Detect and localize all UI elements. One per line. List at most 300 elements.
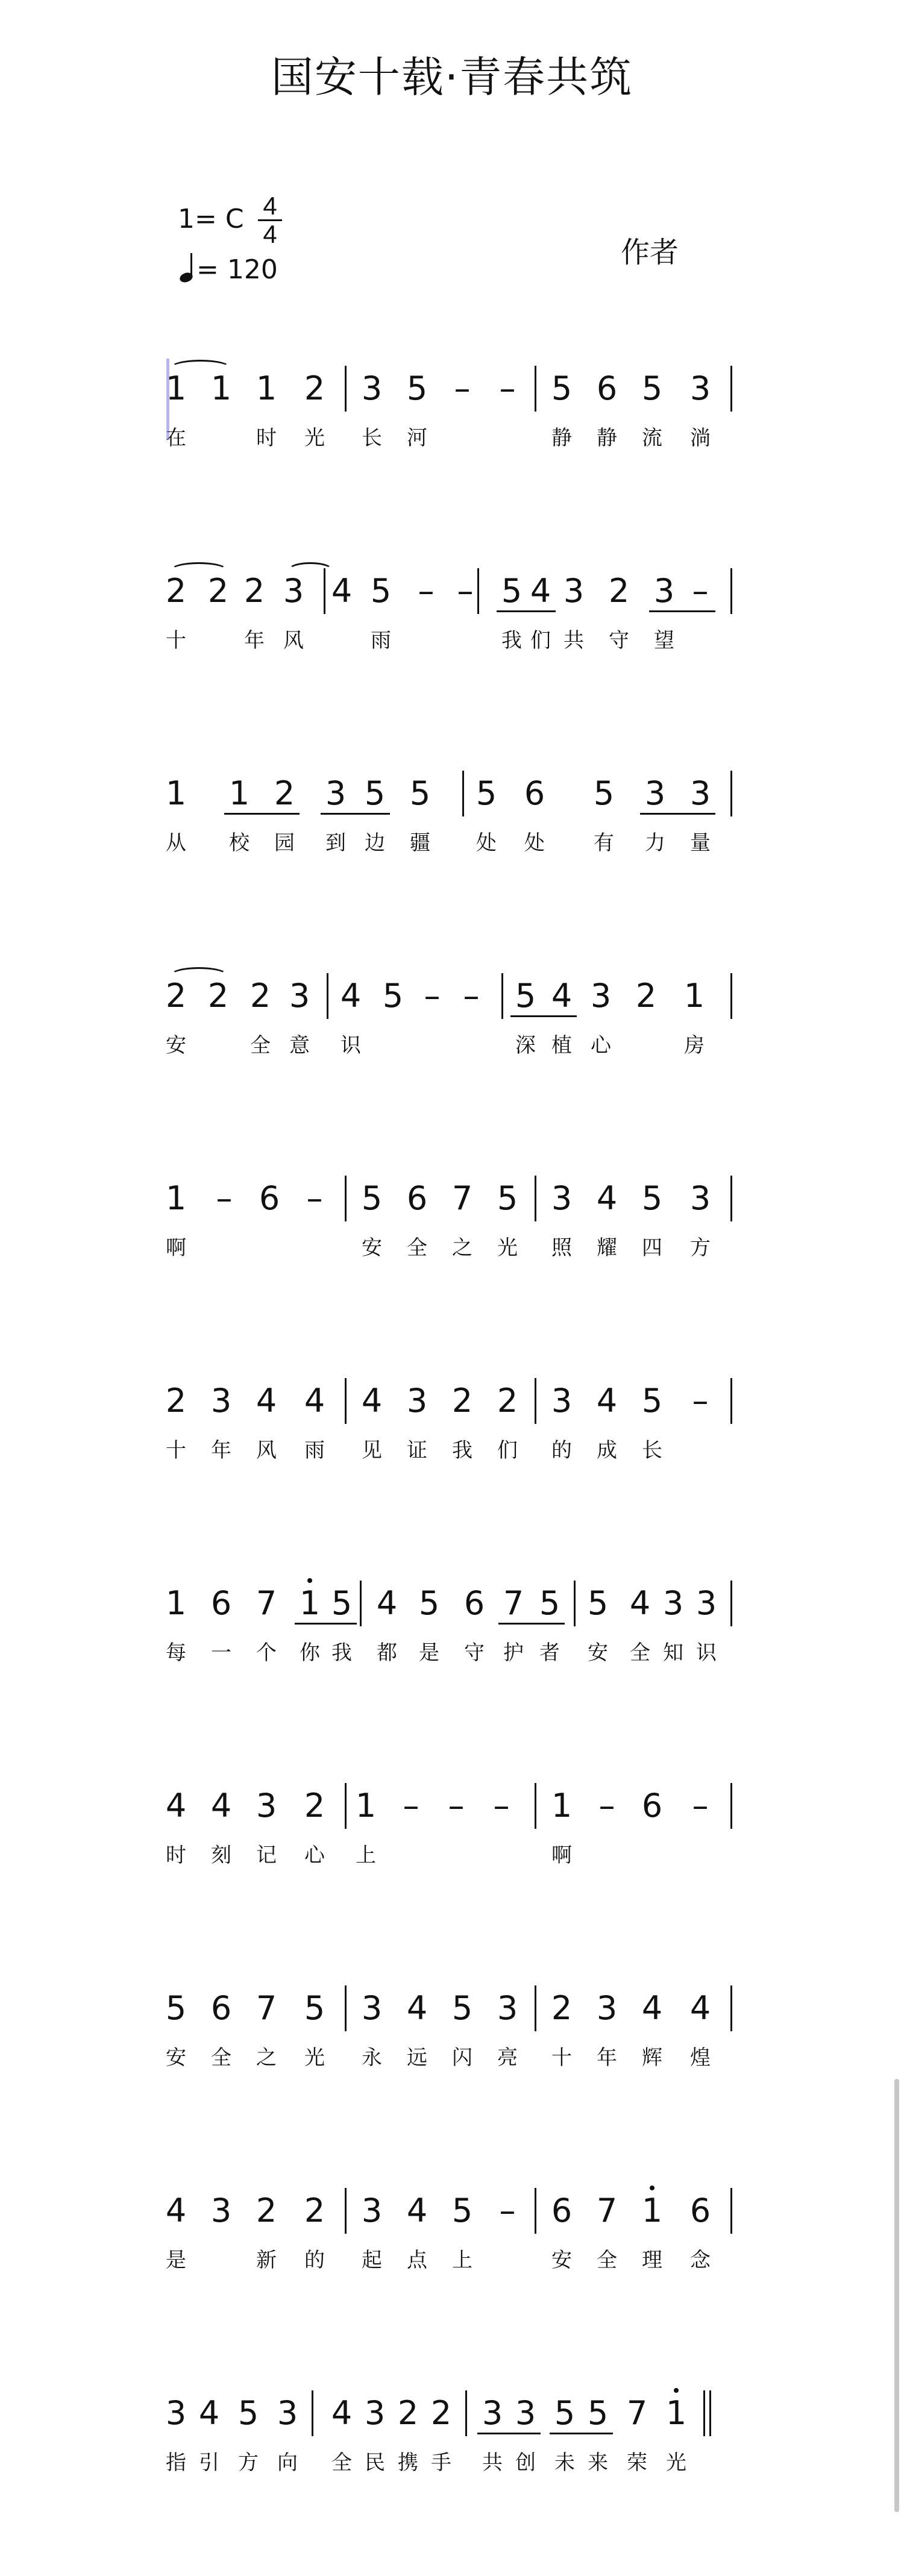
lyric-syllable: 光: [497, 1236, 518, 1260]
lyric-syllable: 四: [642, 1236, 662, 1260]
lyric-syllable: 亮: [497, 2046, 518, 2070]
lyric-syllable: 光: [304, 2046, 325, 2070]
note[interactable]: 3: [406, 1382, 428, 1420]
lyric-syllable: 之: [256, 2046, 277, 2070]
slur: [287, 562, 333, 578]
lyric-syllable: 指: [166, 2451, 186, 2475]
barline: [345, 366, 347, 412]
barline: [730, 1783, 732, 1829]
note[interactable]: –: [418, 572, 435, 610]
note[interactable]: 5: [406, 369, 428, 407]
note[interactable]: 1: [665, 2394, 687, 2432]
lyric-syllable: 雨: [371, 628, 391, 653]
note[interactable]: 3: [596, 1989, 618, 2027]
note[interactable]: 5: [304, 1989, 325, 2027]
note[interactable]: 5: [382, 977, 404, 1015]
lyric-syllable: 们: [530, 628, 551, 653]
note[interactable]: 3: [361, 2192, 383, 2230]
note[interactable]: 4: [551, 977, 573, 1015]
lyric-syllable: 十: [166, 628, 186, 653]
lyric-syllable: 望: [654, 628, 674, 653]
lyric-syllable: 年: [597, 2046, 617, 2070]
note[interactable]: 7: [626, 2394, 648, 2432]
note[interactable]: 3: [277, 2394, 298, 2432]
lyric-syllable: 疆: [410, 831, 430, 855]
note[interactable]: 5: [451, 2192, 473, 2230]
note[interactable]: 4: [198, 2394, 220, 2432]
note[interactable]: 2: [250, 977, 271, 1015]
note[interactable]: 2: [165, 977, 187, 1015]
note[interactable]: 2: [165, 572, 187, 610]
note[interactable]: 4: [361, 1382, 383, 1420]
barline: [360, 1581, 362, 1626]
note[interactable]: 4: [331, 2394, 353, 2432]
note[interactable]: 5: [165, 1989, 187, 2027]
note[interactable]: 3: [689, 774, 711, 812]
lyric-syllable: 见: [362, 1438, 382, 1462]
note[interactable]: 1: [165, 369, 187, 407]
lyric-syllable: 的: [304, 2248, 325, 2272]
note[interactable]: 7: [451, 1179, 473, 1217]
note[interactable]: 4: [596, 1179, 618, 1217]
note[interactable]: 7: [256, 1989, 277, 2027]
lyric-syllable: 们: [497, 1438, 518, 1462]
note[interactable]: 1: [641, 2192, 663, 2230]
note[interactable]: 6: [259, 1179, 280, 1217]
lyric-syllable: 护: [503, 1641, 524, 1665]
barline: [730, 1581, 732, 1626]
barline: [535, 1378, 536, 1424]
note[interactable]: 6: [641, 1787, 663, 1825]
note[interactable]: 5: [497, 1179, 518, 1217]
lyric-syllable: 新: [256, 2248, 277, 2272]
note[interactable]: –: [692, 1787, 709, 1825]
music-system-2: [0, 573, 904, 754]
lyric-syllable: 守: [464, 1641, 485, 1665]
note[interactable]: 7: [503, 1584, 524, 1622]
note[interactable]: 3: [515, 2394, 536, 2432]
note[interactable]: 2: [256, 2192, 277, 2230]
lyric-syllable: 年: [211, 1438, 231, 1462]
high-octave-dot: [307, 1578, 312, 1583]
barline: [730, 568, 732, 614]
key-signature: 1= C: [178, 204, 244, 234]
note[interactable]: 3: [695, 1584, 717, 1622]
lyric-syllable: 共: [563, 628, 584, 653]
note[interactable]: 3: [256, 1787, 277, 1825]
lyric-syllable: 刻: [211, 1843, 231, 1867]
lyric-syllable: 深: [515, 1033, 536, 1058]
barline: [703, 2390, 705, 2436]
lyric-syllable: 上: [452, 2248, 472, 2272]
note[interactable]: 5: [364, 774, 386, 812]
lyric-syllable: 安: [551, 2248, 572, 2272]
note[interactable]: 4: [406, 2192, 428, 2230]
note[interactable]: –: [463, 977, 480, 1015]
lyric-syllable: 的: [551, 1438, 572, 1462]
lyric-syllable: 全: [250, 1033, 271, 1058]
note[interactable]: 3: [590, 977, 612, 1015]
note[interactable]: 5: [587, 2394, 609, 2432]
note[interactable]: 2: [551, 1989, 573, 2027]
tempo-marking: [180, 253, 278, 285]
lyric-syllable: 点: [407, 2248, 427, 2272]
note[interactable]: 2: [304, 369, 325, 407]
note[interactable]: 2: [608, 572, 630, 610]
lyric-syllable: 啊: [551, 1843, 572, 1867]
barline: [465, 2390, 467, 2436]
note[interactable]: 1: [165, 1584, 187, 1622]
barline: [730, 771, 732, 816]
note[interactable]: 1: [210, 369, 232, 407]
slur: [170, 562, 228, 578]
note[interactable]: 7: [596, 2192, 618, 2230]
note[interactable]: 3: [689, 1179, 711, 1217]
lyric-syllable: 全: [597, 2248, 617, 2272]
note[interactable]: –: [598, 1787, 615, 1825]
lyric-syllable: 光: [666, 2451, 686, 2475]
lyric-syllable: 静: [551, 426, 572, 450]
lyric-syllable: 河: [407, 426, 427, 450]
music-system-7: [0, 1585, 904, 1766]
note[interactable]: 3: [289, 977, 310, 1015]
note[interactable]: 3: [644, 774, 666, 812]
lyric-syllable: 在: [166, 426, 186, 450]
time-signature-top: 4: [263, 192, 277, 220]
lyric-syllable: 年: [244, 628, 265, 653]
barline: [574, 1581, 576, 1626]
lyric-syllable: 安: [166, 1033, 186, 1058]
note[interactable]: 4: [641, 1989, 663, 2027]
note[interactable]: 4: [629, 1584, 651, 1622]
lyric-syllable: 静: [597, 426, 617, 450]
note[interactable]: 2: [274, 774, 295, 812]
note[interactable]: 6: [210, 1584, 232, 1622]
note[interactable]: 2: [207, 977, 229, 1015]
barline: [535, 1783, 536, 1829]
note[interactable]: 4: [406, 1989, 428, 2027]
barline: [709, 2390, 711, 2436]
note[interactable]: 2: [304, 1787, 325, 1825]
note[interactable]: 3: [361, 369, 383, 407]
lyric-syllable: 全: [630, 1641, 650, 1665]
quarter-note-icon: [180, 253, 196, 283]
note[interactable]: 5: [501, 572, 523, 610]
lyric-syllable: 意: [289, 1033, 310, 1058]
lyric-syllable: 记: [256, 1843, 277, 1867]
lyric-syllable: 上: [356, 1843, 376, 1867]
note[interactable]: 3: [551, 1382, 573, 1420]
barline: [535, 1176, 536, 1221]
lyric-syllable: 我: [452, 1438, 472, 1462]
lyric-syllable: 啊: [166, 1236, 186, 1260]
note[interactable]: 4: [256, 1382, 277, 1420]
lyric-syllable: 个: [256, 1641, 277, 1665]
note[interactable]: 5: [539, 1584, 560, 1622]
note[interactable]: 5: [409, 774, 431, 812]
note[interactable]: 4: [376, 1584, 398, 1622]
note[interactable]: 1: [355, 1787, 377, 1825]
lyric-syllable: 远: [407, 2046, 427, 2070]
eighth-underline: [510, 1015, 577, 1017]
barline: [345, 1783, 347, 1829]
barline: [730, 366, 732, 412]
note[interactable]: 2: [165, 1382, 187, 1420]
note[interactable]: 2: [304, 2192, 325, 2230]
note[interactable]: –: [424, 977, 441, 1015]
music-system-4: [0, 978, 904, 1159]
note[interactable]: 2: [635, 977, 657, 1015]
note[interactable]: –: [457, 572, 474, 610]
lyric-syllable: 未: [554, 2451, 575, 2475]
note[interactable]: –: [216, 1179, 233, 1217]
barline: [345, 2188, 347, 2234]
note[interactable]: 5: [331, 1584, 353, 1622]
note[interactable]: 4: [165, 2192, 187, 2230]
note[interactable]: 2: [430, 2394, 452, 2432]
lyric-syllable: 辉: [642, 2046, 662, 2070]
lyric-syllable: 流: [642, 426, 662, 450]
note[interactable]: 5: [515, 977, 536, 1015]
lyric-syllable: 我: [331, 1641, 352, 1665]
lyric-syllable: 园: [274, 831, 295, 855]
note[interactable]: 3: [361, 1989, 383, 2027]
note[interactable]: 4: [596, 1382, 618, 1420]
eighth-underline: [649, 610, 715, 612]
lyric-syllable: 者: [539, 1641, 560, 1665]
lyric-syllable: 知: [663, 1641, 683, 1665]
lyric-syllable: 风: [283, 628, 304, 653]
note[interactable]: 5: [587, 1584, 609, 1622]
note[interactable]: –: [448, 1787, 465, 1825]
lyric-syllable: 力: [645, 831, 665, 855]
note[interactable]: 4: [165, 1787, 187, 1825]
note[interactable]: 4: [210, 1787, 232, 1825]
note[interactable]: 1: [551, 1787, 573, 1825]
note[interactable]: –: [454, 369, 471, 407]
music-system-1: [0, 371, 904, 551]
lyric-syllable: 手: [431, 2451, 451, 2475]
note[interactable]: 2: [497, 1382, 518, 1420]
lyric-syllable: 念: [690, 2248, 711, 2272]
note[interactable]: 2: [207, 572, 229, 610]
note[interactable]: 1: [299, 1584, 321, 1622]
lyric-syllable: 到: [325, 831, 346, 855]
barline: [730, 1378, 732, 1424]
lyric-syllable: 全: [211, 2046, 231, 2070]
note[interactable]: 6: [463, 1584, 485, 1622]
lyric-syllable: 守: [609, 628, 629, 653]
barline: [730, 1176, 732, 1221]
time-signature-bottom: 4: [263, 220, 277, 248]
lyric-syllable: 识: [696, 1641, 717, 1665]
music-system-9: [0, 1990, 904, 2171]
music-system-3: [0, 776, 904, 956]
lyric-syllable: 长: [642, 1438, 662, 1462]
lyric-syllable: 理: [642, 2248, 662, 2272]
lyric-syllable: 光: [304, 426, 325, 450]
lyric-syllable: 证: [407, 1438, 427, 1462]
lyric-syllable: 是: [166, 2248, 186, 2272]
note[interactable]: –: [692, 572, 709, 610]
note[interactable]: –: [306, 1179, 323, 1217]
lyric-syllable: 耀: [597, 1236, 617, 1260]
note[interactable]: 5: [237, 2394, 259, 2432]
lyric-syllable: 携: [398, 2451, 418, 2475]
note[interactable]: –: [499, 2192, 516, 2230]
lyric-syllable: 处: [476, 831, 497, 855]
note[interactable]: 5: [451, 1989, 473, 2027]
lyric-syllable: 淌: [690, 426, 711, 450]
score-title: 国安十载·青春共筑: [271, 52, 633, 102]
note[interactable]: 3: [283, 572, 304, 610]
note[interactable]: 3: [653, 572, 675, 610]
lyric-syllable: 心: [304, 1843, 325, 1867]
note[interactable]: 1: [683, 977, 705, 1015]
barline: [462, 771, 464, 816]
note[interactable]: 5: [476, 774, 497, 812]
note[interactable]: 5: [554, 2394, 576, 2432]
note[interactable]: 4: [304, 1382, 325, 1420]
note[interactable]: 3: [210, 2192, 232, 2230]
barline: [501, 973, 503, 1019]
note[interactable]: 4: [340, 977, 362, 1015]
note[interactable]: 3: [482, 2394, 503, 2432]
note[interactable]: 6: [689, 2192, 711, 2230]
note[interactable]: 3: [689, 369, 711, 407]
scrollbar[interactable]: [894, 2079, 899, 2512]
barline: [477, 568, 479, 614]
note[interactable]: 6: [551, 2192, 573, 2230]
lyric-syllable: 成: [597, 1438, 617, 1462]
lyric-syllable: 一: [211, 1641, 231, 1665]
note[interactable]: 2: [397, 2394, 419, 2432]
lyric-syllable: 量: [690, 831, 711, 855]
lyric-syllable: 方: [238, 2451, 259, 2475]
barline: [327, 973, 328, 1019]
note[interactable]: 1: [165, 1179, 187, 1217]
lyric-syllable: 你: [300, 1641, 320, 1665]
slur: [170, 360, 231, 376]
note[interactable]: 5: [361, 1179, 383, 1217]
lyric-syllable: 引: [199, 2451, 219, 2475]
note[interactable]: –: [403, 1787, 419, 1825]
lyric-syllable: 雨: [304, 1438, 325, 1462]
note[interactable]: 1: [228, 774, 250, 812]
music-system-8: [0, 1788, 904, 1969]
note[interactable]: 5: [641, 1382, 663, 1420]
note[interactable]: 5: [641, 369, 663, 407]
note[interactable]: 3: [210, 1382, 232, 1420]
note[interactable]: 6: [524, 774, 545, 812]
note[interactable]: –: [493, 1787, 510, 1825]
note[interactable]: 2: [451, 1382, 473, 1420]
note[interactable]: 3: [325, 774, 347, 812]
lyric-syllable: 来: [588, 2451, 608, 2475]
note[interactable]: 5: [370, 572, 392, 610]
note[interactable]: –: [692, 1382, 709, 1420]
time-signature: [258, 194, 282, 246]
note[interactable]: 3: [551, 1179, 573, 1217]
note[interactable]: 2: [243, 572, 265, 610]
music-system-6: [0, 1383, 904, 1564]
lyric-syllable: 从: [166, 831, 186, 855]
note[interactable]: 4: [331, 572, 353, 610]
barline: [345, 1985, 347, 2031]
note[interactable]: 5: [551, 369, 573, 407]
note[interactable]: 3: [563, 572, 585, 610]
lyric-syllable: 房: [684, 1033, 705, 1058]
lyric-syllable: 十: [551, 2046, 572, 2070]
note[interactable]: 6: [406, 1179, 428, 1217]
lyric-syllable: 植: [551, 1033, 572, 1058]
lyric-syllable: 照: [551, 1236, 572, 1260]
lyric-syllable: 安: [588, 1641, 608, 1665]
barline: [730, 973, 732, 1019]
eighth-underline: [295, 1623, 357, 1625]
note[interactable]: 3: [165, 2394, 187, 2432]
note[interactable]: 3: [497, 1989, 518, 2027]
note[interactable]: 5: [418, 1584, 440, 1622]
eighth-underline: [224, 813, 300, 815]
music-system-11: [0, 2395, 904, 2576]
lyric-syllable: 识: [341, 1033, 361, 1058]
note[interactable]: 4: [689, 1989, 711, 2027]
lyric-syllable: 全: [407, 1236, 427, 1260]
note[interactable]: 1: [256, 369, 277, 407]
lyric-syllable: 安: [166, 2046, 186, 2070]
note[interactable]: 1: [165, 774, 187, 812]
lyric-syllable: 荣: [627, 2451, 647, 2475]
lyric-syllable: 处: [524, 831, 545, 855]
note[interactable]: 5: [641, 1179, 663, 1217]
lyric-syllable: 有: [594, 831, 614, 855]
lyric-syllable: 创: [515, 2451, 536, 2475]
music-system-10: [0, 2193, 904, 2374]
lyric-syllable: 长: [362, 426, 382, 450]
high-octave-dot: [674, 2388, 679, 2393]
barline: [535, 1985, 536, 2031]
eighth-underline: [497, 610, 556, 612]
lyric-syllable: 边: [365, 831, 385, 855]
note[interactable]: 4: [530, 572, 551, 610]
lyric-syllable: 时: [166, 1843, 186, 1867]
note[interactable]: 6: [210, 1989, 232, 2027]
lyric-syllable: 是: [419, 1641, 439, 1665]
barline: [312, 2390, 313, 2436]
note[interactable]: –: [499, 369, 516, 407]
lyric-syllable: 民: [365, 2451, 385, 2475]
lyric-syllable: 起: [362, 2248, 382, 2272]
barline: [730, 2188, 732, 2234]
eighth-underline: [321, 813, 390, 815]
eighth-underline: [550, 2433, 613, 2434]
note[interactable]: 5: [593, 774, 615, 812]
lyric-syllable: 之: [452, 1236, 472, 1260]
lyric-syllable: 校: [229, 831, 250, 855]
note[interactable]: 7: [256, 1584, 277, 1622]
note[interactable]: 6: [596, 369, 618, 407]
note[interactable]: 3: [662, 1584, 684, 1622]
lyric-syllable: 风: [256, 1438, 277, 1462]
eighth-underline: [477, 2433, 541, 2434]
lyric-syllable: 时: [256, 426, 277, 450]
lyric-syllable: 闪: [452, 2046, 472, 2070]
note[interactable]: 3: [364, 2394, 386, 2432]
lyric-syllable: 安: [362, 1236, 382, 1260]
eighth-underline: [498, 1623, 565, 1625]
slur: [170, 967, 228, 983]
